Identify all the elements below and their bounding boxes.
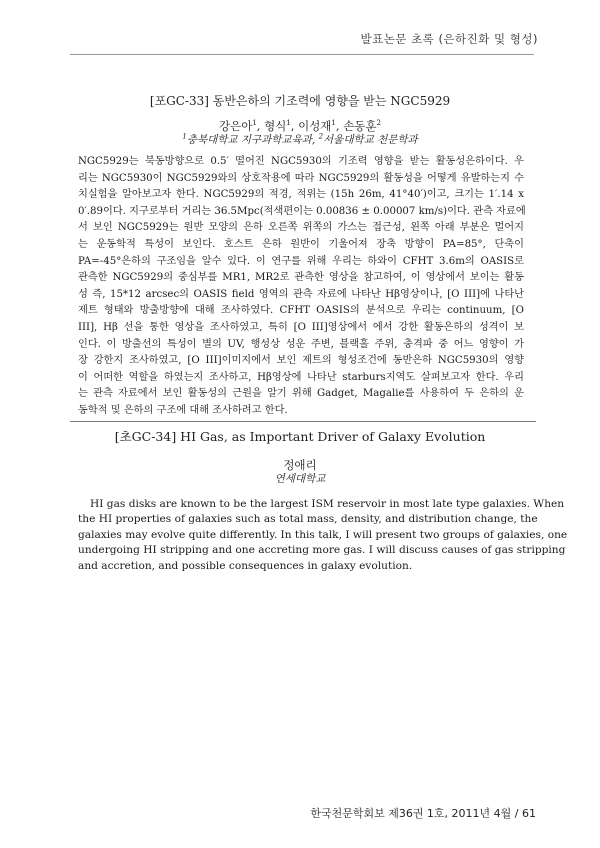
author-sup: 1 bbox=[331, 119, 336, 128]
affil-sup: 1 bbox=[182, 132, 187, 141]
affil-sup: 2 bbox=[318, 132, 324, 141]
body-line: galaxies may evolve quite differently. In this talk, I will present two groups of galaxies, one bbox=[78, 528, 568, 541]
body-line: 장 강한지 조사하였고, [O III]이미지에서 보인 제트의 형성조건에 동반은하 NGC5930의 영향 bbox=[78, 355, 524, 367]
abstract1-body bbox=[78, 154, 524, 420]
body-line: 는 운동학적 특성이 보인다. 호스트 은하 원반이 기울어져 장축 방향이 PA=85°, 단축이 bbox=[78, 238, 524, 250]
author-name: 이성재 bbox=[298, 119, 332, 133]
body-line: 성 즉, 15*12 arcsec의 OASIS field 영역의 관측 자료에 나타난 Hβ영상이나, [O III]에 나타난 bbox=[78, 288, 524, 300]
body-line: PA=-45°은하의 구조임을 알수 있다. 이 연구를 위해 우리는 하와이 CFHT 3.6m의 OASIS로 bbox=[78, 255, 524, 267]
author-sup: 1 bbox=[252, 119, 257, 128]
abstract2-affiliation: 연세대학교 bbox=[274, 473, 326, 485]
body-line: 0′.89이다. 지구로부터 거리는 36.5Mpc(적색편이는 0.00836 ± 0.00007 km/s)이다. 관측 자료에 bbox=[78, 205, 526, 217]
body-line: 동학적 및 은하의 구조에 대해 조사하려고 한다. bbox=[78, 404, 288, 416]
body-line: HI gas disks are known to be the largest ISM reservoir in most late type galaxies. When bbox=[90, 498, 565, 510]
header-rule bbox=[70, 54, 534, 55]
body-line: 서 보인 NGC5929는 원반 모양의 은하 오른쪽 위쪽의 가스는 접근성, 왼쪽 아래 부분은 멀어지 bbox=[78, 222, 524, 234]
author-sup: 2 bbox=[376, 119, 381, 128]
body-line: 인다. 이 방출선의 특성이 별의 UV, 행성상 성운 주변, 블랙홀 주위, 충격파 중 어느 영향이 가 bbox=[78, 338, 524, 350]
body-line: 치실험을 알아보고자 한다. NGC5929의 적경, 적위는 (15h 26m, 41°40′)이고, 크기는 1′.14 x bbox=[78, 189, 524, 201]
affil-name: 서울대학교 천문학과 bbox=[323, 134, 418, 146]
body-line: undergoing HI stripping and one accreting more gas. I will discuss causes of gas stripping bbox=[78, 544, 566, 557]
abstract2-title: [초GC-34] HI Gas, as Important Driver of Galaxy Evolution bbox=[114, 429, 486, 444]
author-name: 손동훈 bbox=[343, 119, 377, 133]
section-title: 발표논문 초록 (은하진화 및 형성) bbox=[360, 32, 538, 46]
abstract1-title: [포GC-33] 동반은하의 기조력에 영향을 받는 NGC5929 bbox=[149, 94, 451, 108]
body-line: NGC5929는 북동방향으로 0.5′ 떨어진 NGC5930의 기조력 영향을 받는 활동성은하이다. 우 bbox=[78, 156, 524, 167]
body-line: 관측한 NGC5929의 중심부를 MR1, MR2로 관측한 영상을 참고하여, 이 영상에서 보이는 활동 bbox=[78, 272, 524, 284]
section-divider bbox=[70, 421, 536, 422]
author-sup: 1 bbox=[286, 119, 291, 128]
body-line: 제트 형태와 방출방향에 대해 조사하였다. CFHT OASIS의 분석으로 우리는 continuum, [O bbox=[78, 305, 524, 317]
body-line: 는 관측 자료에서 보인 활동성의 근원을 알기 위해 Gadget, Magalie를 사용하여 두 은하의 운 bbox=[78, 388, 524, 400]
body-line: 이 어떠한 역할을 하였는지 조사하고, Hβ영상에 나타난 starburs지역도 살펴보고자 한다. 우리 bbox=[78, 371, 524, 383]
abstract2-author: 정애리 bbox=[283, 458, 317, 472]
author-name: 강은아 bbox=[218, 119, 253, 133]
affil-name: 충북대학교 지구과학교육과 bbox=[186, 134, 312, 146]
body-line: III], Hβ 선을 통한 영상을 조사하였고, 특히 [O III]영상에서 에서 강한 활동은하의 성격이 보 bbox=[78, 321, 524, 333]
abstract1-authors: 강은아$^1$, 형식$^1$, 이성재$^1$, 손동훈$^2$ bbox=[218, 119, 381, 133]
author-name: 형식 bbox=[264, 119, 287, 133]
body-line: and accretion, and possible consequences in galaxy evolution. bbox=[78, 559, 413, 572]
body-line: 리는 NGC5930이 NGC5929와의 상호작용에 따라 NGC5929의 활동성을 어떻게 유발하는지 수 bbox=[78, 172, 524, 184]
abstract1-affiliations: $^1$충북대학교 지구과학교육과, $^2$서울대학교 천문학과 bbox=[182, 132, 418, 146]
body-line: the HI properties of galaxies such as total mass, density, and distribution change, the bbox=[78, 513, 538, 526]
page-footer: 한국천문학회보 제36권 1호, 2011년 4월 / 61 bbox=[310, 807, 536, 820]
abstract2-body bbox=[78, 497, 568, 574]
